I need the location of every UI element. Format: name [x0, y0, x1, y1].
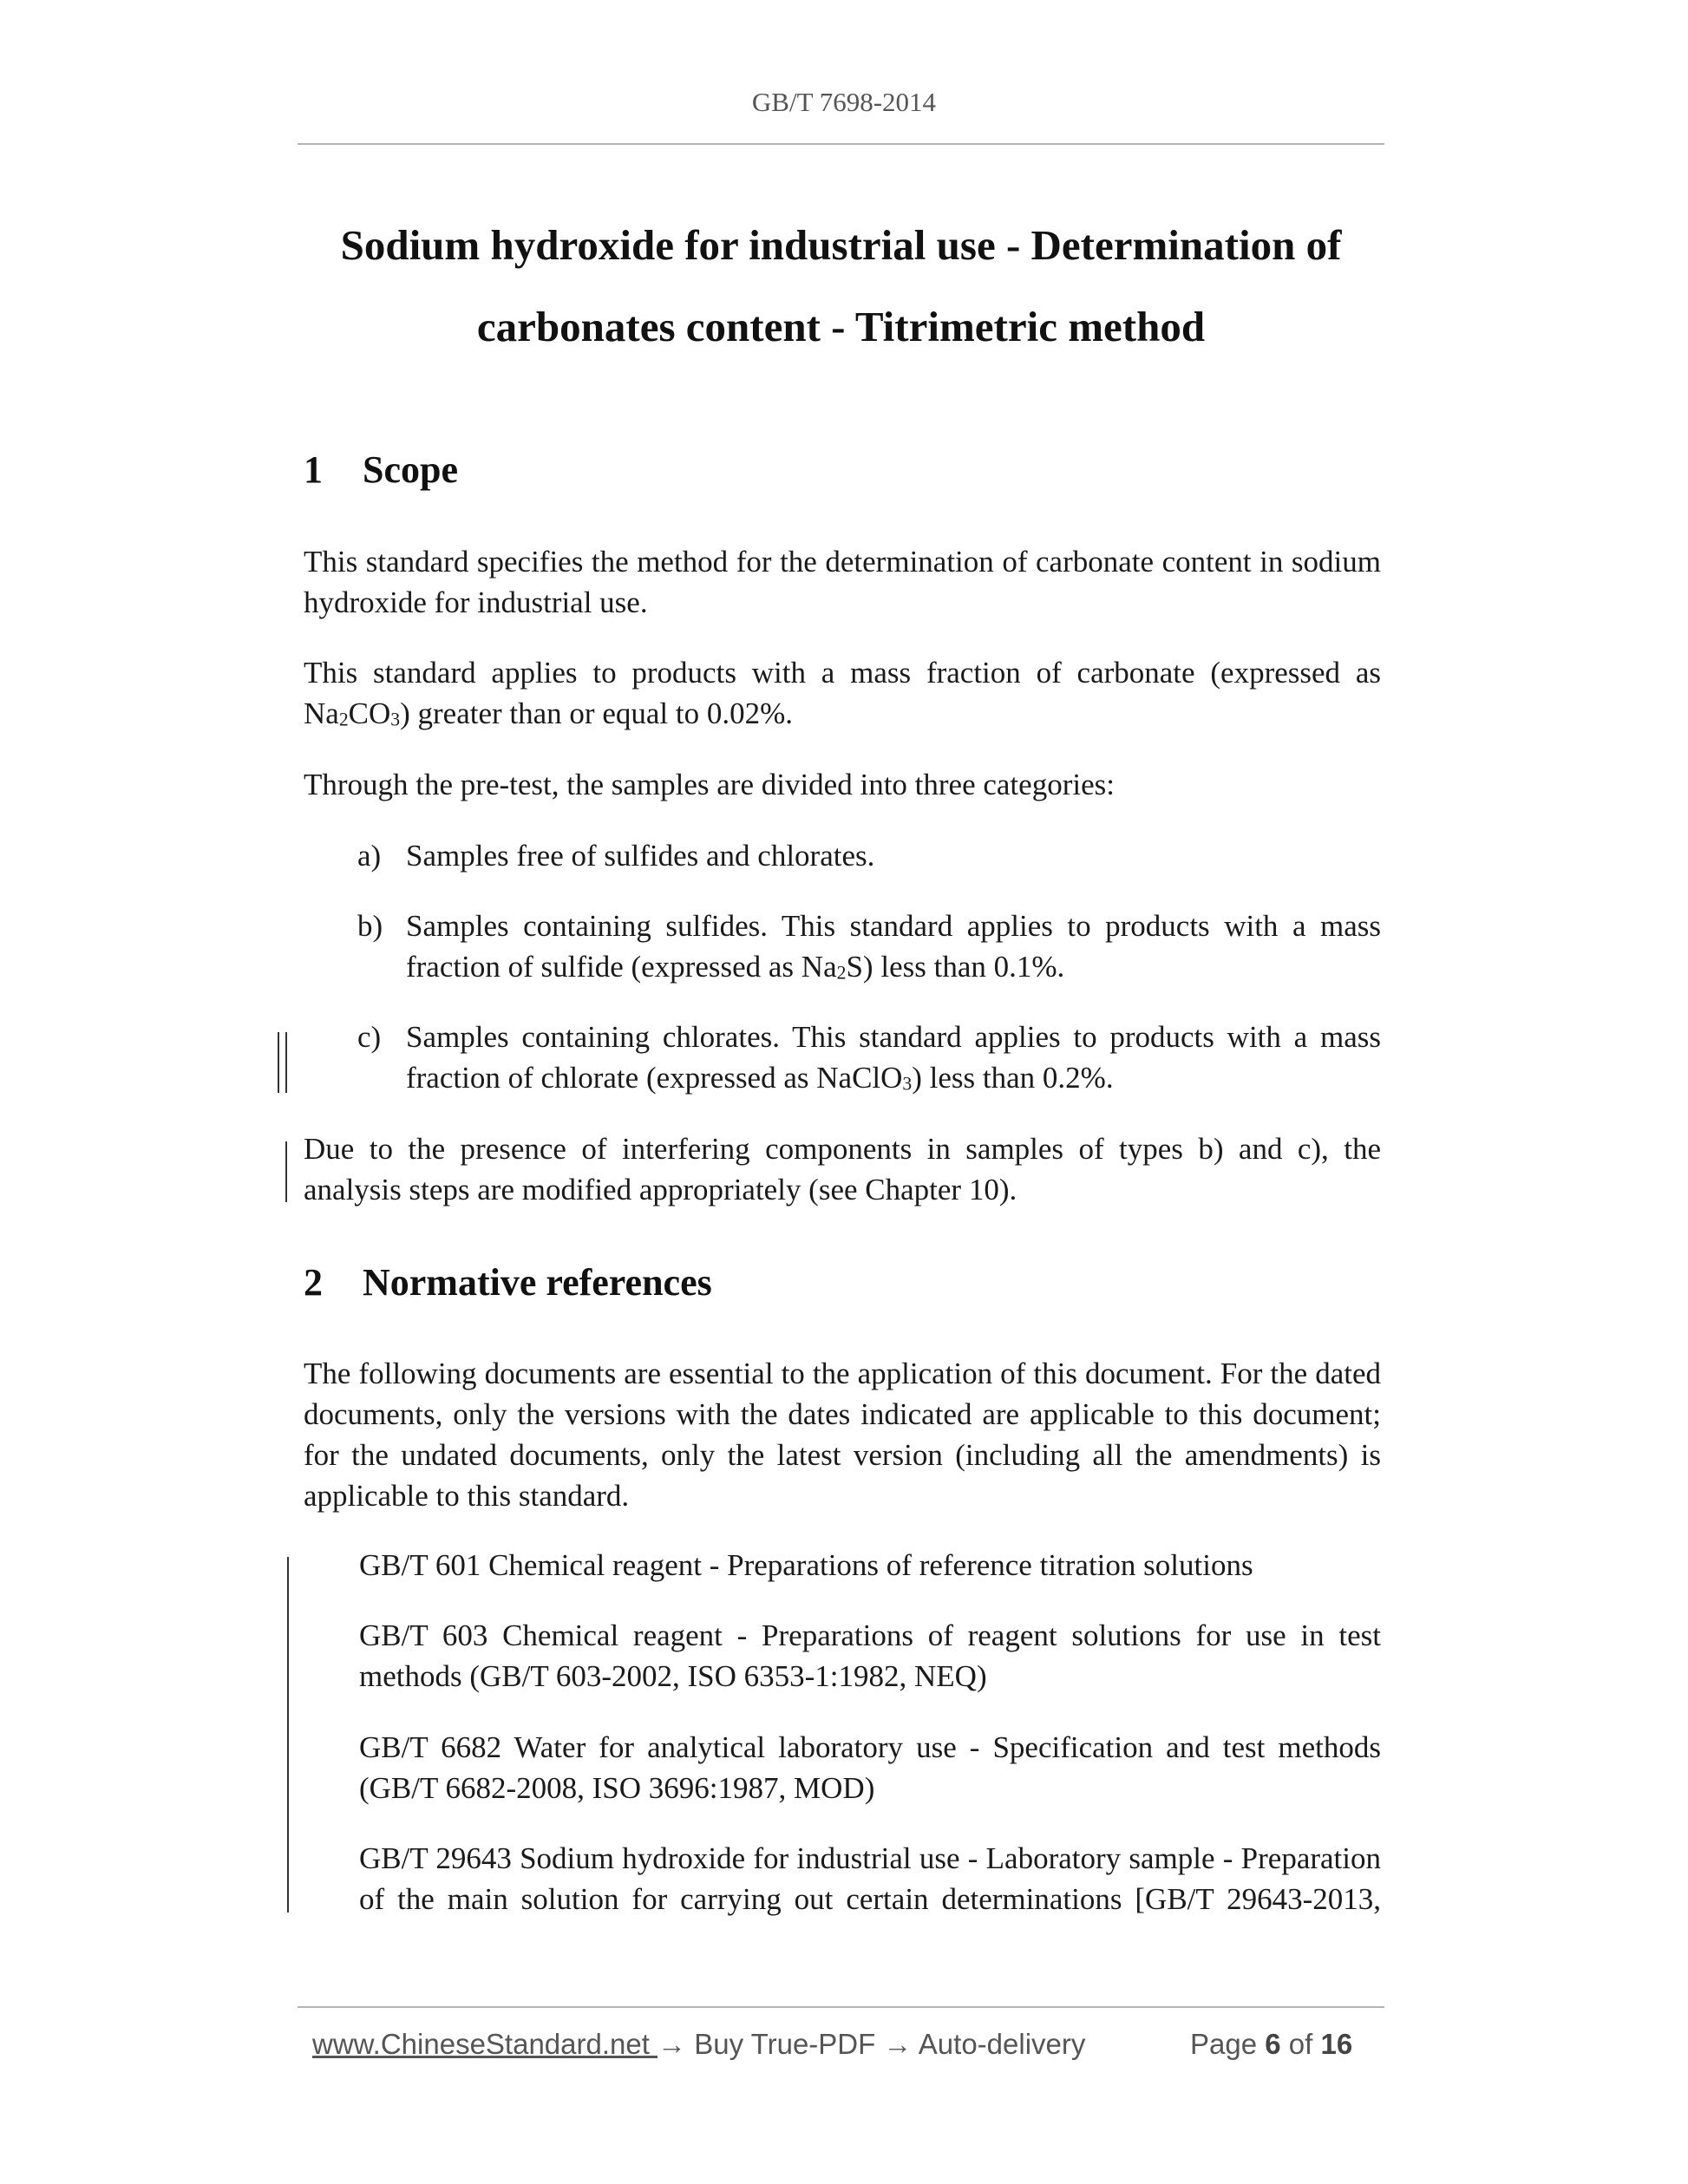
document-title: [298, 205, 1384, 368]
section-title: Scope: [363, 448, 458, 491]
website-link[interactable]: www.ChineseStandard.net: [312, 2028, 658, 2060]
text-segment: Samples containing sulfides. This standard applies to products with a mass fraction of sulfide (expressed as Na: [406, 909, 1381, 984]
text-segment: S) less than 0.1%.: [846, 950, 1065, 984]
footer-divider: [298, 2006, 1384, 2008]
reference-item: GB/T 603 Chemical reagent - Preparations of reagent solutions for use in test methods (GB/T 603-2002, ISO 6353-1:1982, NEQ): [359, 1618, 1381, 1693]
list-marker: b): [357, 909, 383, 943]
footer-promo: [312, 2028, 1085, 2061]
current-page-number: 6: [1265, 2028, 1281, 2060]
scope-paragraph-1: This standard specifies the method for the determination of carbonate content in sodium hydroxide for industrial use.: [304, 545, 1381, 619]
change-bar: [278, 1032, 279, 1093]
title-line-2: carbonates content - Titrimetric method: [476, 303, 1206, 350]
subscript: 3: [902, 1073, 913, 1095]
section-heading-scope: [304, 448, 458, 492]
title-line-1: Sodium hydroxide for industrial use - Determination of: [340, 221, 1342, 269]
text-segment: Samples free of sulfides and chlorates.: [406, 839, 875, 873]
subscript: 2: [338, 709, 349, 730]
total-pages-number: 16: [1320, 2028, 1353, 2060]
section-title: Normative references: [363, 1261, 712, 1304]
text-segment: Samples containing chlorates. This standard applies to products with a mass fraction of chlorate (expressed as NaClO: [406, 1020, 1381, 1095]
text-segment: CO: [348, 696, 391, 730]
text-segment: ) less than 0.2%.: [912, 1061, 1114, 1095]
change-bar: [285, 1032, 287, 1093]
change-bar: [285, 1141, 287, 1202]
change-bar: [287, 1557, 289, 1913]
scope-paragraph-4: Due to the presence of interfering components in samples of types b) and c), the analysis steps are modified appropriately (see Chapter 10).: [304, 1132, 1381, 1206]
of-label: of: [1288, 2028, 1313, 2060]
scope-paragraph-2: [304, 652, 1381, 734]
normative-intro-paragraph: The following documents are essential to the application of this document. For the dated documents, only the versions with the dates indicated are applicable to this document; for the undated documents, only the latest version (including all the amendments) is applicable to this standard.: [304, 1357, 1381, 1513]
section-heading-normative-references: [304, 1260, 712, 1305]
list-item: [357, 835, 1381, 876]
arrow-right-icon: →: [883, 2028, 913, 2060]
scope-paragraph-3: Through the pre-test, the samples are divided into three categories:: [304, 768, 1115, 801]
list-item-text: [406, 1017, 1381, 1098]
page-indicator: [1190, 2028, 1352, 2061]
text-segment: ) greater than or equal to 0.02%.: [400, 696, 794, 730]
page-label: Page: [1190, 2028, 1258, 2060]
section-number: 2: [304, 1261, 323, 1304]
reference-item: GB/T 6682 Water for analytical laboratory use - Specification and test methods (GB/T 6682-2008, ISO 3696:1987, MOD): [359, 1730, 1381, 1805]
list-item: [357, 906, 1381, 987]
list-item: [357, 1017, 1381, 1098]
text-segment: This standard applies to products with a mass fraction of carbonate (expressed as Na: [304, 656, 1381, 730]
footer-buy-text: Buy True-PDF: [686, 2028, 884, 2060]
arrow-right-icon: →: [658, 2028, 687, 2060]
subscript: 3: [390, 709, 401, 730]
subscript: 2: [836, 962, 847, 984]
footer-delivery-text: Auto-delivery: [912, 2028, 1086, 2060]
list-item-text: [406, 835, 1381, 876]
list-marker: a): [357, 839, 382, 873]
list-marker: c): [357, 1020, 382, 1054]
reference-item: GB/T 29643 Sodium hydroxide for industrial use - Laboratory sample - Preparation of the main solution for carrying out certain determinations [GB/T 29643-2013,: [359, 1841, 1381, 1916]
standard-code-header: GB/T 7698-2014: [751, 87, 937, 117]
list-item-text: [406, 906, 1381, 987]
section-number: 1: [304, 448, 323, 491]
header-divider: [298, 143, 1384, 145]
reference-item: GB/T 601 Chemical reagent - Preparations of reference titration solutions: [359, 1548, 1253, 1582]
